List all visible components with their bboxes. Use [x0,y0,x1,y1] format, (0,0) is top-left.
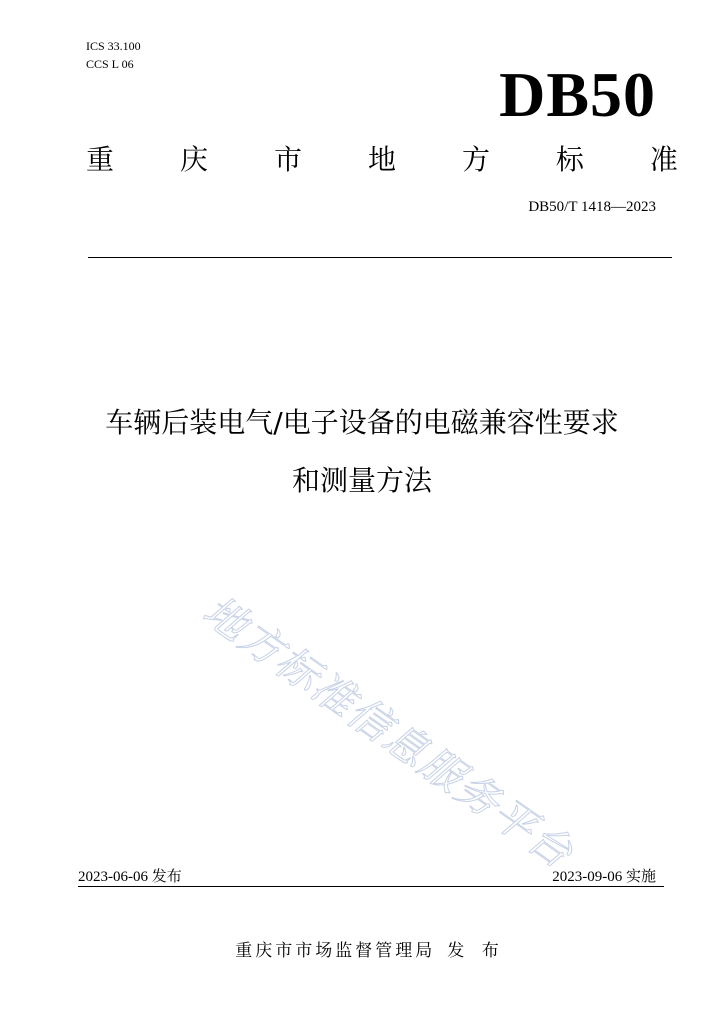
standard-type-char: 庆 [179,143,208,176]
classification-codes [86,37,141,73]
issue-action: 发 布 [447,941,505,961]
standard-type-char: 方 [461,143,490,176]
standard-type-char: 地 [367,143,396,176]
standard-number: DB50/T 1418—2023 [528,199,656,215]
document-title [40,394,684,510]
standard-type-heading [86,140,678,180]
title-line-1: 车辆后装电气/电子设备的电磁兼容性要求 [105,406,619,439]
issuer-organization: 重庆市市场监督管理局 [235,941,436,961]
publish-date: 2023-06-06 发布 [78,869,182,885]
footer-divider [78,886,664,887]
implement-date: 2023-09-06 实施 [552,869,656,885]
standard-type-char: 准 [649,143,678,176]
standard-type-char: 重 [86,143,115,176]
issuer-line [160,938,580,964]
standard-brand-logo: DB50 [499,59,656,130]
title-line-2: 和测量方法 [291,464,432,497]
watermark: 地方标准信息服务平台 [194,585,583,879]
standard-type-char: 标 [555,143,584,176]
ccs-code: CCS L 06 [86,57,134,71]
header-divider [88,257,672,258]
standard-type-char: 市 [273,143,302,176]
ics-code: ICS 33.100 [86,39,141,53]
